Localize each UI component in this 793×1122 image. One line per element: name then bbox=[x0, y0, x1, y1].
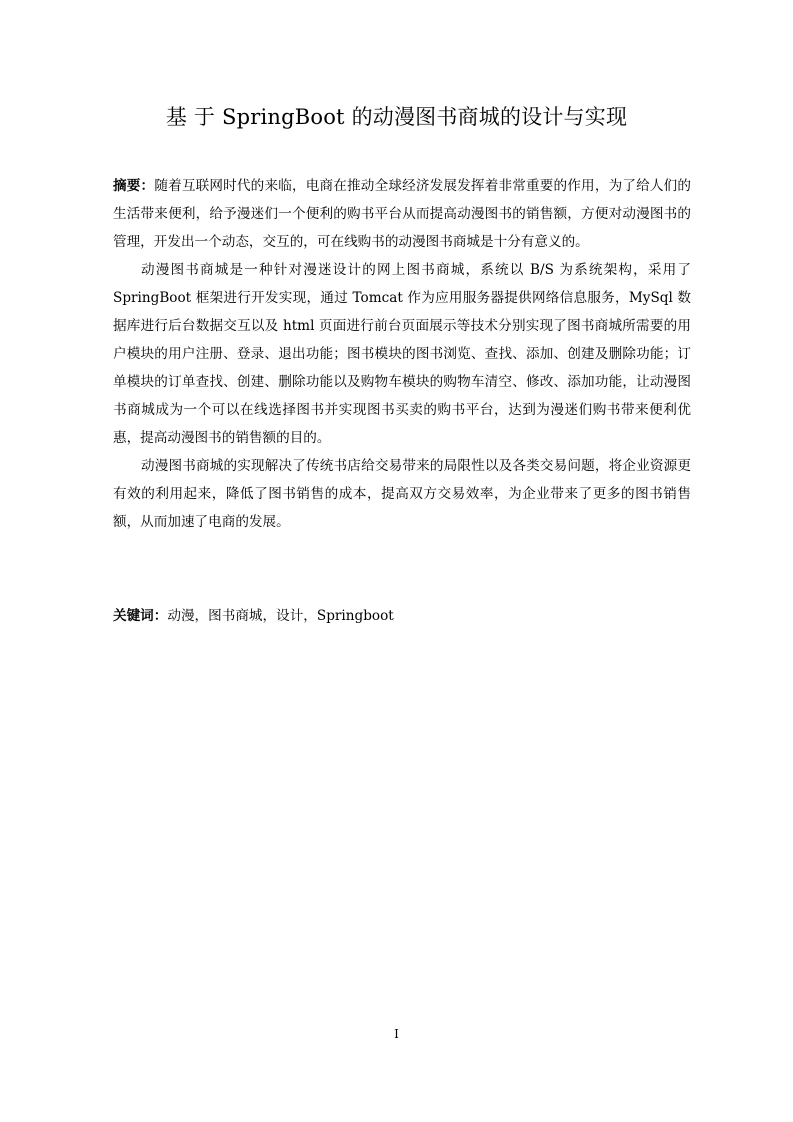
keywords-line bbox=[113, 602, 691, 630]
abstract-paragraph-2: 动漫图书商城是一种针对漫迷设计的网上图书商城，系统以 B/S 为系统架构，采用了 SpringBoot 框架进行开发实现，通过 Tomcat 作为应用服务器提供网络信息服务，MySql 数据库进行后台数据交互以及 html 页面进行前台页面展示等技术分别实现了图书商城所需要的用户模块的用户注册、登录、退出功能；图书模块的图书浏览、查找、添加、创建及删除功能；订单模块的订单查找、创建、删除功能以及购物车模块的购物车清空、修改、添加功能，让动漫图书商城成为一个可以在线选择图书并实现图书买卖的购书平台，达到为漫迷们购书带来便利优惠，提高动漫图书的销售额的目的。 bbox=[113, 262, 691, 446]
document-title: 基 于 SpringBoot 的动漫图书商城的设计与实现 bbox=[165, 105, 628, 129]
abstract-section bbox=[113, 172, 691, 536]
abstract-paragraph-3: 动漫图书商城的实现解决了传统书店给交易带来的局限性以及各类交易问题，将企业资源更有效的利用起来，降低了图书销售的成本，提高双方交易效率，为企业带来了更多的图书销售额，从而加速了电商的发展。 bbox=[113, 458, 691, 530]
keywords-label: 关键词： bbox=[113, 608, 168, 624]
page-number: I bbox=[394, 1027, 399, 1041]
abstract-paragraph-1 bbox=[113, 172, 691, 256]
abstract-paragraph-1-text: 随着互联网时代的来临，电商在推动全球经济发展发挥着非常重要的作用，为了给人们的生活带来便利，给予漫迷们一个便利的购书平台从而提高动漫图书的销售额，方便对动漫图书的管理，开发出一个动态，交互的，可在线购书的动漫图书商城是十分有意义的。 bbox=[113, 178, 692, 250]
abstract-label: 摘要： bbox=[113, 178, 155, 194]
keywords-text: 动漫，图书商城，设计，Springboot bbox=[167, 608, 394, 624]
